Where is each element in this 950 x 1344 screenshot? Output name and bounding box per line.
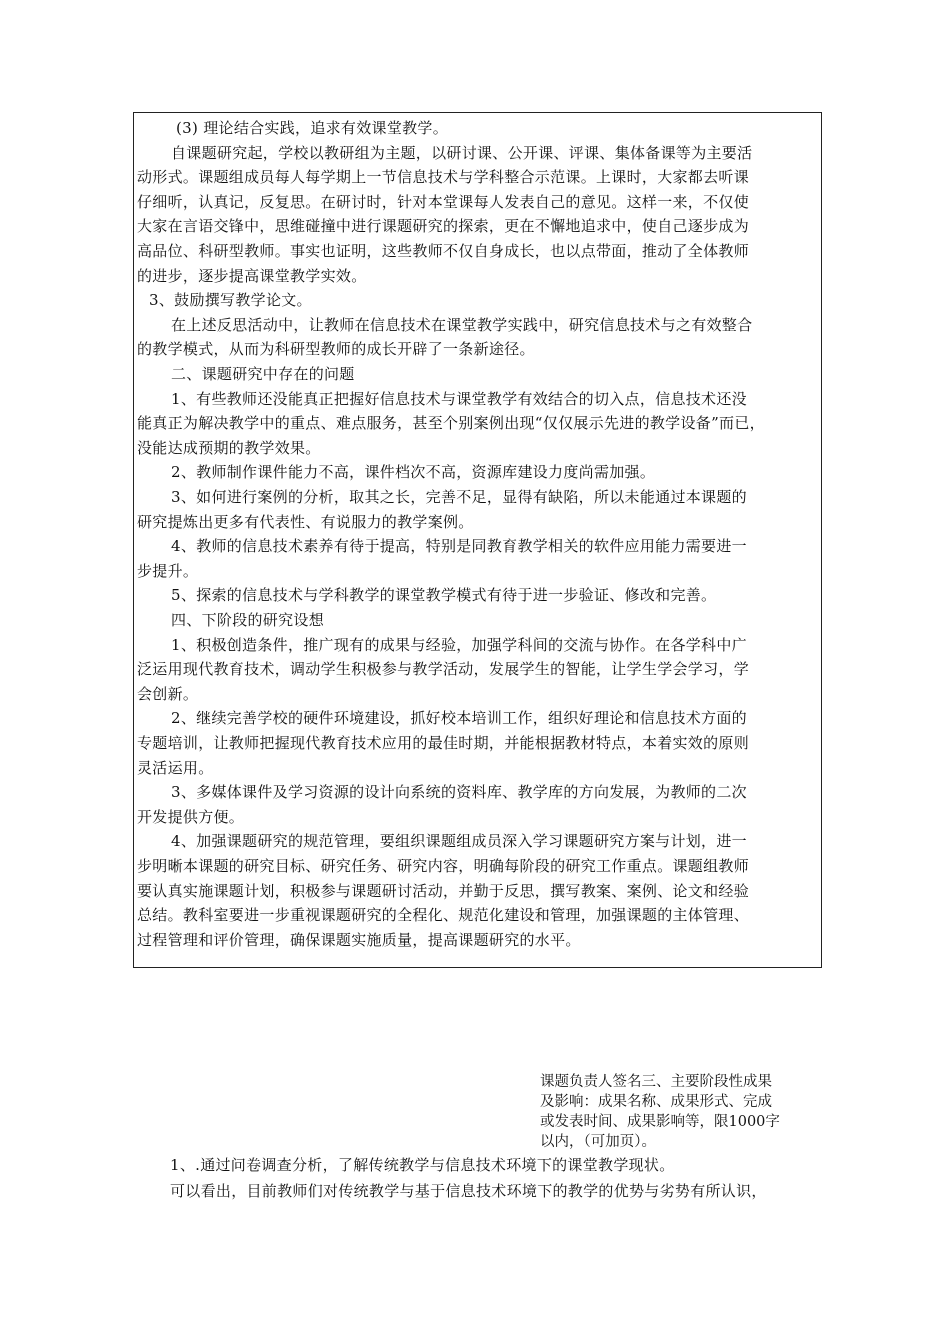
signature-line: 及影响：成果名称、成果形式、完成 [540, 1094, 772, 1110]
box-line: 过程管理和评价管理，确保课题实施质量，提高课题研究的水平。 [137, 930, 581, 949]
body-line: 1、.通过问卷调查分析，了解传统教学与信息技术环境下的课堂教学现状。 [170, 1156, 675, 1174]
box-line: 步提升。 [137, 561, 199, 580]
box-line: 研究提炼出更多有代表性、有说服力的教学案例。 [137, 512, 474, 531]
section-heading: 二、课题研究中存在的问题 [171, 365, 355, 383]
box-line: 4、教师的信息技术素养有待于提高，特别是同教育教学相关的软件应用能力需要进一 [171, 537, 747, 556]
body-line: 可以看出，目前教师们对传统教学与基于信息技术环境下的教学的优势与劣势有所认识， [170, 1182, 767, 1200]
box-line: 2、继续完善学校的硬件环境建设，抓好校本培训工作，组织好理论和信息技术方面的 [171, 709, 747, 728]
box-line: 1、有些教师还没能真正把握好信息技术与课堂教学有效结合的切入点，信息技术还没 [171, 389, 747, 408]
box-line: 1、积极创造条件，推广现有的成果与经验，加强学科间的交流与协作。在各学科中广 [171, 635, 747, 654]
section-heading: 四、下阶段的研究设想 [171, 611, 325, 629]
box-line: (3) 理论结合实践，追求有效课堂教学。 [176, 119, 449, 137]
box-line: 开发提供方便。 [137, 807, 245, 826]
box-line: 能真正为解决教学中的重点、难点服务，甚至个别案例出现“仅仅展示先进的教学设备”而已， [137, 414, 765, 433]
box-line: 灵活运用。 [137, 758, 214, 777]
box-line: 总结。教科室要进一步重视课题研究的全程化、规范化建设和管理，加强课题的主体管理、 [137, 906, 750, 925]
box-line: 专题培训，让教师把握现代教育技术应用的最佳时期，并能根据教材特点，本着实效的原则 [137, 734, 750, 752]
signature-line: 课题负责人签名三、主要阶段性成果 [540, 1074, 772, 1090]
box-line: 3、多媒体课件及学习资源的设计向系统的资料库、教学库的方向发展，为教师的二次 [171, 783, 747, 802]
box-line: 步明晰本课题的研究目标、研究任务、研究内容，明确每阶段的研究工作重点。课题组教师 [137, 857, 750, 875]
box-line: 要认真实施课题计划，积极参与课题研讨活动，并勤于反思，撰写教案、案例、论文和经验 [137, 881, 750, 900]
box-line: 会创新。 [137, 684, 199, 703]
box-line: 5、探索的信息技术与学科教学的课堂教学模式有待于进一步验证、修改和完善。 [171, 586, 717, 605]
box-line: 动形式。课题组成员每人每学期上一节信息技术与学科整合示范课。上课时，大家都去听课 [137, 168, 750, 187]
box-line: 4、加强课题研究的规范管理，要组织课题组成员深入学习课题研究方案与计划，进一 [171, 832, 747, 851]
box-line: 仔细听，认真记，反复思。在研讨时，针对本堂课每人发表自己的意见。这样一来，不仅使 [137, 192, 750, 211]
box-line: 2、教师制作课件能力不高，课件档次不高，资源库建设力度尚需加强。 [171, 463, 656, 482]
signature-line: 或发表时间、成果影响等，限1000字 [540, 1114, 780, 1130]
signature-line: 以内，（可加页）。 [540, 1134, 656, 1150]
box-line: 泛运用现代教育技术，调动学生积极参与教学活动，发展学生的智能，让学生学会学习，学 [137, 660, 750, 679]
box-line: 大家在言语交锋中，思维碰撞中进行课题研究的探索，更在不懈地追求中，使自己逐步成为 [137, 217, 750, 236]
box-line: 3、如何进行案例的分析，取其之长，完善不足，显得有缺陷，所以未能通过本课题的 [171, 488, 747, 506]
report-table-cell [133, 112, 822, 968]
box-line: 的教学模式，从而为科研型教师的成长开辟了一条新途径。 [137, 340, 535, 359]
box-line: 没能达成预期的教学效果。 [137, 438, 321, 457]
box-line: 高品位、科研型教师。事实也证明，这些教师不仅自身成长，也以点带面，推动了全体教师 [137, 242, 750, 260]
box-line: 在上述反思活动中，让教师在信息技术在课堂教学实践中，研究信息技术与之有效整合 [171, 315, 753, 334]
box-line: 自课题研究起，学校以教研组为主题，以研讨课、公开课、评课、集体备课等为主要活 [171, 143, 753, 162]
box-line: 的进步，逐步提高课堂教学实效。 [137, 266, 367, 285]
box-line: 3、鼓励撰写教学论文。 [149, 291, 312, 310]
